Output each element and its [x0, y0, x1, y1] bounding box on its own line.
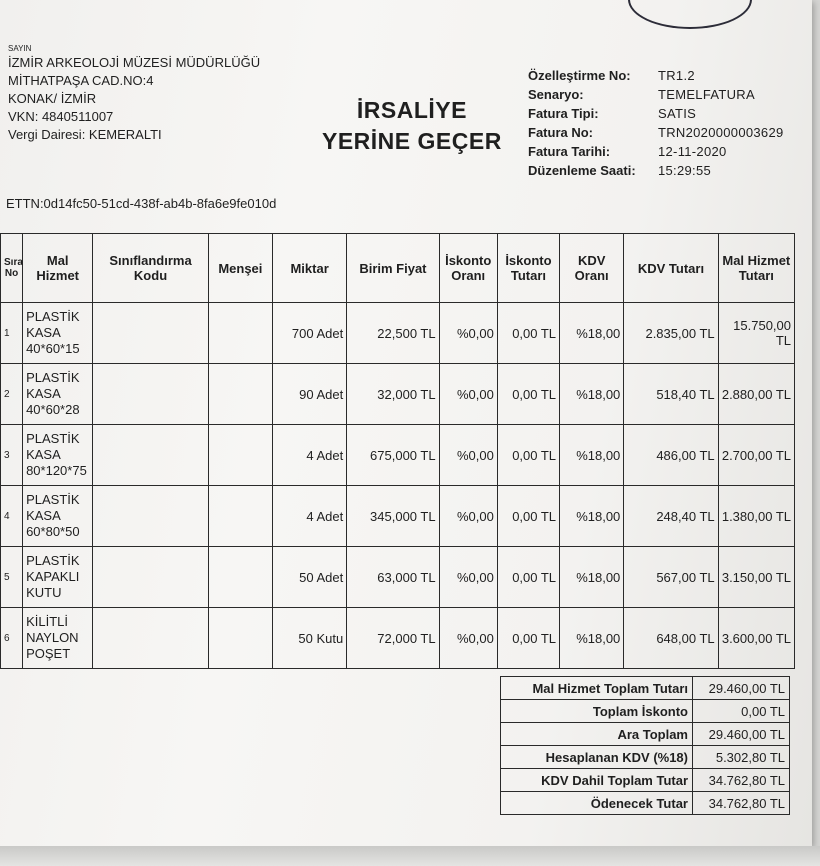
- col-header-mensei: Menşei: [208, 234, 272, 303]
- cell-kod: [93, 303, 208, 364]
- seller-tax-office: Vergi Dairesi: KEMERALTI: [8, 127, 162, 142]
- cell-sira: 3: [1, 425, 23, 486]
- cell-kdv-oran: %18,00: [560, 547, 624, 608]
- totals-value: 0,00 TL: [693, 700, 790, 723]
- totals-row: [501, 723, 790, 746]
- cell-kdv-oran: %18,00: [560, 486, 624, 547]
- cell-mensei: [208, 547, 272, 608]
- cell-miktar: 90 Adet: [272, 364, 346, 425]
- invoice-meta: [528, 66, 784, 180]
- table-header-row: [1, 234, 795, 303]
- cell-birim: 72,000 TL: [347, 608, 439, 669]
- table-row: [1, 425, 795, 486]
- cell-kdv-oran: %18,00: [560, 608, 624, 669]
- col-header-birim: Birim Fiyat: [347, 234, 439, 303]
- col-header-kod: Sınıflandırma Kodu: [93, 234, 208, 303]
- cell-isk-oran: %0,00: [439, 608, 497, 669]
- cell-kdv-tutar: 2.835,00 TL: [624, 303, 718, 364]
- cell-mal: PLASTİK KAPAKLI KUTU: [23, 547, 93, 608]
- cell-isk-oran: %0,00: [439, 547, 497, 608]
- cell-kod: [93, 486, 208, 547]
- cell-miktar: 50 Adet: [272, 547, 346, 608]
- cell-mensei: [208, 425, 272, 486]
- cell-kdv-tutar: 567,00 TL: [624, 547, 718, 608]
- cell-kdv-tutar: 486,00 TL: [624, 425, 718, 486]
- cell-miktar: 4 Adet: [272, 425, 346, 486]
- totals-row: [501, 769, 790, 792]
- cell-mensei: [208, 486, 272, 547]
- meta-row: [528, 85, 784, 104]
- document-title: [322, 95, 502, 157]
- cell-kod: [93, 547, 208, 608]
- totals-label: Toplam İskonto: [501, 700, 693, 723]
- table-row: [1, 486, 795, 547]
- meta-key: Fatura Tarihi:: [528, 144, 611, 159]
- meta-key: Düzenleme Saati:: [528, 163, 636, 178]
- cell-mal-tutar: 2.880,00 TL: [718, 364, 794, 425]
- cell-kdv-oran: %18,00: [560, 425, 624, 486]
- cell-kod: [93, 425, 208, 486]
- cell-miktar: 4 Adet: [272, 486, 346, 547]
- meta-row: [528, 142, 784, 161]
- seller-name: İZMİR ARKEOLOJİ MÜZESİ MÜDÜRLÜĞÜ: [8, 55, 261, 70]
- cell-isk-tutar: 0,00 TL: [497, 608, 559, 669]
- ettn-line: ETTN:0d14fc50-51cd-438f-ab4b-8fa6e9fe010d: [6, 196, 277, 211]
- totals-label: Hesaplanan KDV (%18): [501, 746, 693, 769]
- cell-mal: PLASTİK KASA 80*120*75: [23, 425, 93, 486]
- page-edge: [0, 846, 820, 866]
- cell-mal-tutar: 3.150,00 TL: [718, 547, 794, 608]
- table-row: [1, 608, 795, 669]
- col-header-mal-tutar: Mal Hizmet Tutarı: [718, 234, 794, 303]
- cell-kdv-tutar: 648,00 TL: [624, 608, 718, 669]
- title-line2: YERİNE GEÇER: [322, 128, 502, 154]
- cell-sira: 5: [1, 547, 23, 608]
- meta-value: 12-11-2020: [658, 144, 727, 159]
- table-row: [1, 364, 795, 425]
- cell-sira: 1: [1, 303, 23, 364]
- totals-row: [501, 792, 790, 815]
- totals-row: [501, 677, 790, 700]
- cell-mensei: [208, 303, 272, 364]
- totals-value: 5.302,80 TL: [693, 746, 790, 769]
- cell-isk-oran: %0,00: [439, 486, 497, 547]
- cell-kdv-oran: %18,00: [560, 364, 624, 425]
- cell-sira: 4: [1, 486, 23, 547]
- meta-key: Özelleştirme No:: [528, 68, 631, 83]
- col-header-kdv-tutar: KDV Tutarı: [624, 234, 718, 303]
- cell-birim: 63,000 TL: [347, 547, 439, 608]
- cell-kdv-tutar: 248,40 TL: [624, 486, 718, 547]
- col-header-mal: Mal Hizmet: [23, 234, 93, 303]
- meta-key: Senaryo:: [528, 87, 584, 102]
- col-header-miktar: Miktar: [272, 234, 346, 303]
- table-row: [1, 547, 795, 608]
- cell-sira: 2: [1, 364, 23, 425]
- cell-mensei: [208, 608, 272, 669]
- totals-value: 29.460,00 TL: [693, 723, 790, 746]
- cell-birim: 32,000 TL: [347, 364, 439, 425]
- col-header-isk-tutar: İskonto Tutarı: [497, 234, 559, 303]
- col-header-kdv-oran: KDV Oranı: [560, 234, 624, 303]
- seller-address-line2: KONAK/ İZMİR: [8, 91, 97, 106]
- meta-key: Fatura Tipi:: [528, 106, 599, 121]
- totals-row: [501, 746, 790, 769]
- totals-label: Mal Hizmet Toplam Tutarı: [501, 677, 693, 700]
- cell-isk-tutar: 0,00 TL: [497, 425, 559, 486]
- cell-mal: PLASTİK KASA 60*80*50: [23, 486, 93, 547]
- cell-kdv-tutar: 518,40 TL: [624, 364, 718, 425]
- meta-key: Fatura No:: [528, 125, 593, 140]
- cell-mal-tutar: 3.600,00 TL: [718, 608, 794, 669]
- cell-mal-tutar: 2.700,00 TL: [718, 425, 794, 486]
- table-row: [1, 303, 795, 364]
- seller-address-line1: MİTHATPAŞA CAD.NO:4: [8, 73, 154, 88]
- meta-row: [528, 161, 784, 180]
- cell-birim: 675,000 TL: [347, 425, 439, 486]
- items-table: [0, 233, 795, 669]
- totals-value: 34.762,80 TL: [693, 769, 790, 792]
- cell-sira: 6: [1, 608, 23, 669]
- meta-row: [528, 123, 784, 142]
- totals-label: Ödenecek Tutar: [501, 792, 693, 815]
- cell-mensei: [208, 364, 272, 425]
- meta-value: TR1.2: [658, 68, 695, 83]
- cell-isk-tutar: 0,00 TL: [497, 303, 559, 364]
- meta-value: SATIS: [658, 106, 697, 121]
- totals-value: 29.460,00 TL: [693, 677, 790, 700]
- cell-mal: KİLİTLİ NAYLON POŞET: [23, 608, 93, 669]
- totals-table: [500, 676, 790, 815]
- cell-kdv-oran: %18,00: [560, 303, 624, 364]
- sayin-label: SAYIN: [8, 44, 32, 53]
- totals-label: Ara Toplam: [501, 723, 693, 746]
- cell-isk-tutar: 0,00 TL: [497, 364, 559, 425]
- totals-row: [501, 700, 790, 723]
- cell-miktar: 700 Adet: [272, 303, 346, 364]
- cell-mal: PLASTİK KASA 40*60*28: [23, 364, 93, 425]
- seller-block: [8, 44, 260, 144]
- col-header-isk-oran: İskonto Oranı: [439, 234, 497, 303]
- totals-label: KDV Dahil Toplam Tutar: [501, 769, 693, 792]
- totals-value: 34.762,80 TL: [693, 792, 790, 815]
- stamp-mark: [628, 0, 752, 29]
- cell-mal-tutar: 1.380,00 TL: [718, 486, 794, 547]
- cell-birim: 345,000 TL: [347, 486, 439, 547]
- cell-isk-oran: %0,00: [439, 364, 497, 425]
- cell-mal-tutar: 15.750,00 TL: [718, 303, 794, 364]
- cell-isk-tutar: 0,00 TL: [497, 486, 559, 547]
- meta-value: TRN2020000003629: [658, 125, 784, 140]
- cell-kod: [93, 364, 208, 425]
- col-header-sira: Sıra No: [1, 234, 23, 303]
- cell-isk-tutar: 0,00 TL: [497, 547, 559, 608]
- meta-value: TEMELFATURA: [658, 87, 755, 102]
- cell-birim: 22,500 TL: [347, 303, 439, 364]
- cell-isk-oran: %0,00: [439, 303, 497, 364]
- meta-row: [528, 66, 784, 85]
- cell-kod: [93, 608, 208, 669]
- meta-row: [528, 104, 784, 123]
- title-line1: İRSALİYE: [356, 97, 467, 123]
- seller-vkn: VKN: 4840511007: [8, 109, 114, 124]
- cell-isk-oran: %0,00: [439, 425, 497, 486]
- cell-miktar: 50 Kutu: [272, 608, 346, 669]
- cell-mal: PLASTİK KASA 40*60*15: [23, 303, 93, 364]
- meta-value: 15:29:55: [658, 163, 712, 178]
